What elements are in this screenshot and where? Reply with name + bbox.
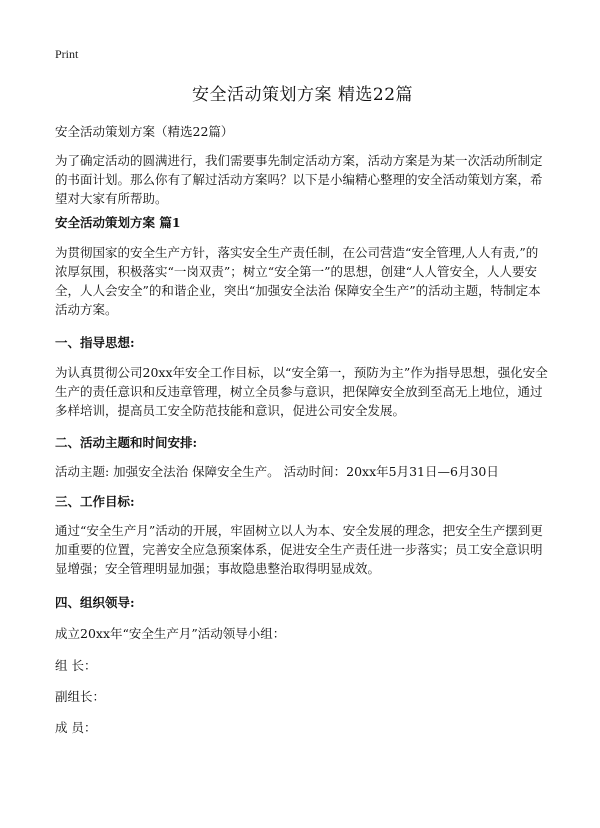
section-3-body: 通过“安全生产月”活动的开展，牢固树立以人为本、安全发展的理念，把安全生产摆到更加重要的位置，完善安全应急预案体系，促进安全生产责任进一步落实；员工安全意识明显增强；安全管理明显加强；事故隐患整治取得明显成效。 bbox=[55, 523, 543, 576]
member-label: 成 员： bbox=[55, 720, 97, 735]
section-3-heading: 三、工作目标: bbox=[55, 494, 135, 509]
section-1-heading: 一、指导思想: bbox=[55, 335, 135, 350]
deputy-leader-label: 副组长： bbox=[55, 689, 106, 704]
print-link[interactable]: Print bbox=[55, 47, 79, 61]
intro-paragraph: 为了确定活动的圆满进行，我们需要事先制定活动方案，活动方案是为某一次活动所制定的书面计划。那么你有了解过活动方案吗？以下是小编精心整理的安全活动策划方案，希望对大家有所帮助。 bbox=[55, 153, 543, 206]
page-title: 安全活动策划方案 精选22篇 bbox=[191, 85, 414, 105]
section-4-heading: 四、组织领导: bbox=[55, 595, 135, 610]
section-4-body: 成立20xx年“安全生产月”活动领导小组： bbox=[55, 626, 286, 641]
leader-label: 组 长： bbox=[55, 658, 97, 673]
section-2-heading: 二、活动主题和时间安排: bbox=[55, 435, 198, 450]
article-heading: 安全活动策划方案 篇1 bbox=[55, 215, 181, 230]
article-intro-paragraph: 为贯彻国家的安全生产方针，落实安全生产责任制，在公司营造“安全管理,人人有责,”的浓厚氛围，积极落实“一岗双责”；树立“安全第一”的思想，创建“人人管安全，人人要安全，人人会安全”的和谐企业，突出“加强安全法治 保障安全生产”的活动主题，特制定本活动方案。 bbox=[55, 245, 541, 317]
section-2-body: 活动主题: 加强安全法治 保障安全生产。 活动时间：20xx年5月31日—6月30日 bbox=[55, 464, 499, 479]
document-subtitle: 安全活动策划方案（精选22篇） bbox=[55, 124, 234, 139]
section-1-body: 为认真贯彻公司20xx年安全工作目标，以“安全第一，预防为主”作为指导思想，强化安全生产的责任意识和反违章管理，树立全员参与意识，把保障安全放到至高无上地位，通过多样培训，提高员工安全防范技能和意识，促进公司安全发展。 bbox=[55, 365, 548, 418]
